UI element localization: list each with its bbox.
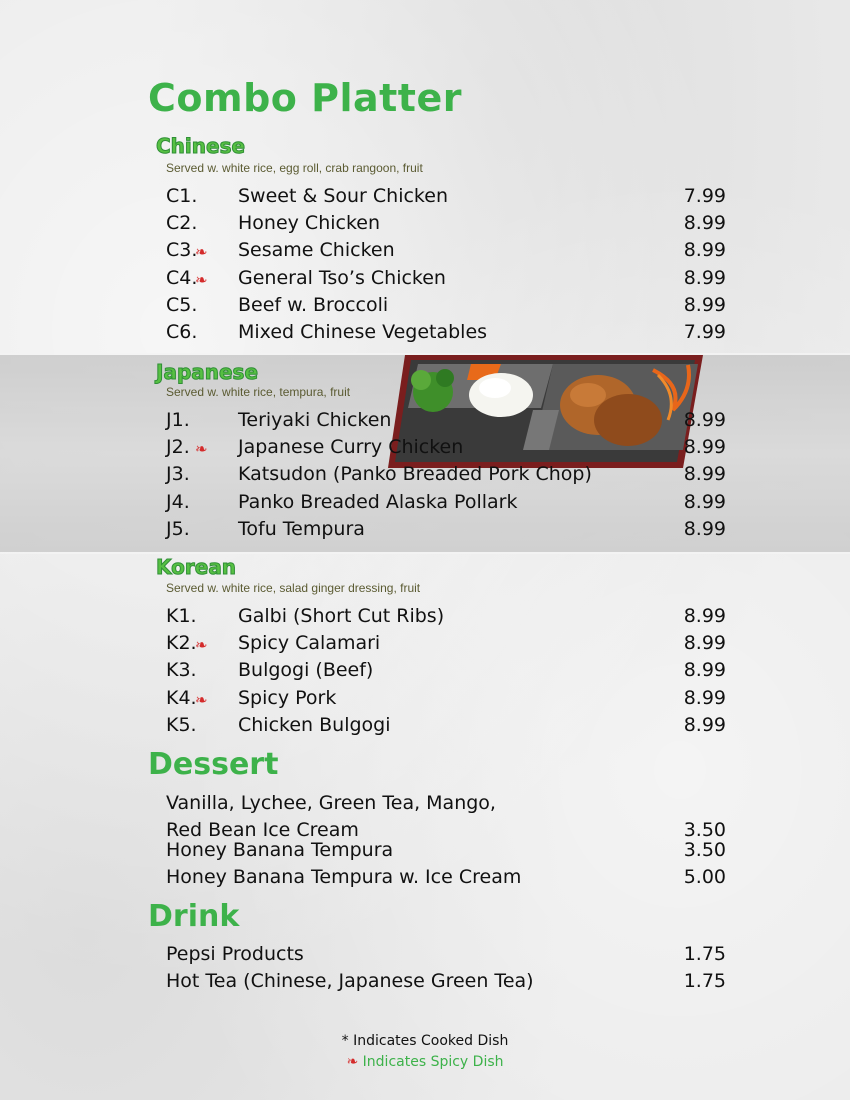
menu-item-row [166, 461, 726, 488]
menu-item-name: Galbi (Short Cut Ribs) [238, 605, 445, 627]
menu-item-row [166, 685, 726, 712]
dessert-item [166, 837, 726, 864]
menu-item-row [166, 407, 726, 434]
menu-item-code: K4. [166, 686, 197, 709]
dessert-item [166, 864, 726, 891]
menu-item-price: 8.99 [683, 463, 726, 486]
menu-item-price: 8.99 [683, 409, 726, 431]
menu-item-price: 8.99 [683, 293, 726, 316]
menu-item-code: C3. [166, 239, 198, 262]
menu-item-row [166, 712, 726, 739]
menu-item-name: Panko Breaded Alaska Pollark [238, 490, 518, 513]
chili-pepper-icon: ❧ [195, 270, 208, 289]
chili-pepper-icon: ❧ [195, 690, 208, 709]
menu-item-price: 8.99 [683, 713, 726, 736]
cooked-dish-legend: * Indicates Cooked Dish [341, 1033, 509, 1049]
chili-pepper-icon: ❧ [346, 1054, 359, 1070]
menu-item-price: 8.99 [683, 632, 726, 655]
menu-item-code: C5. [166, 293, 198, 316]
menu-item-price: 8.99 [683, 239, 726, 262]
spicy-dish-legend [0, 1054, 850, 1070]
dessert-item-line2: Red Bean Ice Cream [166, 819, 359, 841]
menu-item-price: 8.99 [683, 212, 726, 235]
menu-item-name: Honey Chicken [238, 212, 381, 235]
menu-item-row [166, 319, 726, 346]
drink-item-name: Hot Tea (Chinese, Japanese Green Tea) [166, 970, 534, 992]
menu-item-code: J5. [166, 517, 190, 540]
drink-item-name: Pepsi Products [166, 943, 304, 965]
chinese-heading: Chinese [156, 134, 246, 158]
menu-item-name: Tofu Tempura [238, 517, 365, 540]
menu-item-name: Teriyaki Chicken [238, 409, 392, 431]
menu-item-code: J1. [166, 409, 190, 431]
menu-item-price: 8.99 [683, 686, 726, 709]
menu-item-price: 7.99 [683, 321, 726, 343]
menu-item-row [166, 210, 726, 237]
drink-item [166, 968, 726, 995]
menu-item-row [166, 657, 726, 684]
menu-item-name: Spicy Calamari [238, 632, 381, 655]
menu-item-row [166, 516, 726, 543]
menu-item-code: K3. [166, 659, 197, 682]
chinese-note: Served w. white rice, egg roll, crab rangoon, fruit [166, 161, 423, 175]
dessert-item [166, 790, 726, 844]
menu-item-name: Mixed Chinese Vegetables [238, 321, 488, 343]
page-title: Combo Platter [148, 76, 462, 120]
spicy-legend-label: Indicates Spicy Dish [362, 1054, 504, 1070]
menu-item-price: 8.99 [683, 517, 726, 540]
menu-item-row [166, 630, 726, 657]
menu-item-name: Sweet & Sour Chicken [238, 185, 448, 207]
menu-item-row [166, 603, 726, 630]
drink-item-price: 1.75 [683, 970, 726, 992]
menu-item-code: K5. [166, 713, 197, 736]
menu-item-name: Bulgogi (Beef) [238, 659, 374, 682]
menu-item-code: C1. [166, 185, 198, 207]
menu-item-price: 8.99 [683, 490, 726, 513]
menu-item-code: J2. [166, 436, 190, 459]
menu-item-code: K1. [166, 605, 197, 627]
dessert-item-price: 3.50 [683, 839, 726, 861]
korean-heading: Korean [156, 555, 237, 579]
menu-item-price: 8.99 [683, 659, 726, 682]
menu-item-code: C6. [166, 321, 198, 343]
menu-item-name: Katsudon (Panko Breaded Pork Chop) [238, 463, 592, 486]
menu-item-price: 8.99 [683, 605, 726, 627]
chili-pepper-icon: ❧ [195, 243, 208, 262]
menu-item-code: K2. [166, 632, 197, 655]
korean-note: Served w. white rice, salad ginger dressing, fruit [166, 581, 421, 595]
chili-pepper-icon: ❧ [195, 440, 208, 459]
menu-item-row [166, 265, 726, 292]
menu-item-name: Beef w. Broccoli [238, 293, 389, 316]
menu-item-name: Sesame Chicken [238, 239, 395, 262]
dessert-item-name: Honey Banana Tempura w. Ice Cream [166, 866, 522, 888]
drink-heading: Drink [148, 899, 240, 934]
dessert-heading: Dessert [148, 747, 279, 782]
menu-item-name: Spicy Pork [238, 686, 337, 709]
menu-item-row [166, 489, 726, 516]
menu-item-code: J4. [166, 490, 190, 513]
menu-item-row [166, 237, 726, 264]
menu-item-price: 7.99 [683, 185, 726, 207]
dessert-item-price: 3.50 [683, 819, 726, 841]
chili-pepper-icon: ❧ [195, 636, 208, 655]
menu-item-price: 8.99 [683, 436, 726, 459]
menu-item-name: General Tso’s Chicken [238, 266, 446, 289]
dessert-item-line1: Vanilla, Lychee, Green Tea, Mango, [166, 792, 496, 814]
japanese-note: Served w. white rice, tempura, fruit [166, 385, 351, 399]
drink-item-price: 1.75 [683, 943, 726, 965]
japanese-heading: Japanese [156, 360, 259, 384]
menu-item-row [166, 292, 726, 319]
dessert-item-price: 5.00 [683, 866, 726, 888]
menu-item-price: 8.99 [683, 266, 726, 289]
drink-item [166, 941, 726, 968]
menu-item-row [166, 183, 726, 210]
menu-item-name: Japanese Curry Chicken [238, 436, 464, 459]
menu-item-code: J3. [166, 463, 190, 486]
dessert-item-name: Honey Banana Tempura [166, 839, 394, 861]
menu-item-code: C4. [166, 266, 198, 289]
menu-item-code: C2. [166, 212, 198, 235]
menu-item-name: Chicken Bulgogi [238, 713, 391, 736]
menu-item-row [166, 434, 726, 461]
